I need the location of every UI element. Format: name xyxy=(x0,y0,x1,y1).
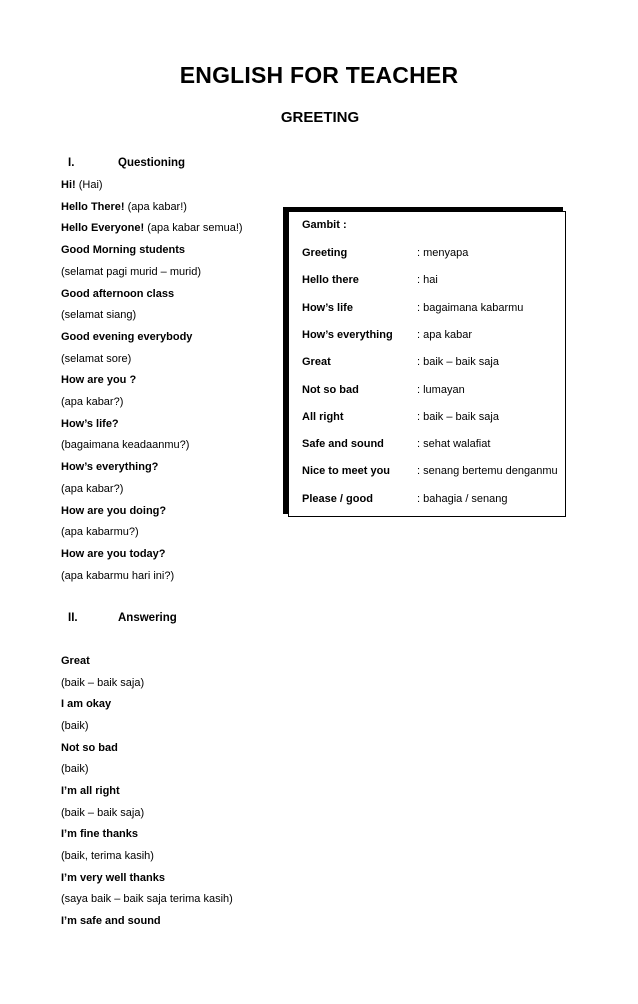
gambit-term: Great xyxy=(302,356,331,369)
phrase-text: Good afternoon class xyxy=(61,287,175,300)
gambit-term: Greeting xyxy=(302,247,348,259)
phrase-text: Good evening everybody xyxy=(61,330,193,343)
list-item xyxy=(61,308,136,322)
translation-text: (baik) xyxy=(61,719,89,732)
list-item xyxy=(61,482,123,496)
list-item xyxy=(61,719,89,733)
translation-text: (baik) xyxy=(61,763,89,776)
translation-text: (apa kabar?) xyxy=(61,482,124,495)
list-item xyxy=(61,287,174,301)
list-item xyxy=(61,676,144,690)
gambit-term: Please / good xyxy=(302,492,373,505)
translation-text: (selamat siang) xyxy=(61,309,137,322)
gambit-meaning: : baik – baik saja xyxy=(417,356,499,369)
phrase-text: Great xyxy=(61,655,90,667)
phrase-text: I’m very well thanks xyxy=(61,871,165,884)
phrase-text: I’m safe and sound xyxy=(61,914,161,927)
gambit-meaning: : apa kabar xyxy=(417,328,473,341)
gambit-term: How’s everything xyxy=(302,328,393,341)
gambit-term: Nice to meet you xyxy=(302,465,391,478)
section-heading-questioning xyxy=(60,157,185,169)
translation-text: (apa kabarmu hari ini?) xyxy=(61,569,175,582)
list-item xyxy=(61,849,154,863)
phrase-text: I am okay xyxy=(61,698,112,711)
list-item xyxy=(61,654,90,668)
phrase-text: Hello Everyone! xyxy=(61,222,145,235)
phrase-text: I’m all right xyxy=(61,784,120,797)
section-number: II. xyxy=(68,612,78,624)
phrase-text: How are you ? xyxy=(61,374,137,387)
gambit-header: Gambit : xyxy=(302,219,347,231)
list-item xyxy=(61,806,144,820)
phrase-text: Not so bad xyxy=(61,741,118,754)
list-item xyxy=(61,892,233,906)
list-item xyxy=(61,525,139,539)
gambit-meaning: : menyapa xyxy=(417,247,469,259)
list-item xyxy=(61,243,185,257)
list-item xyxy=(61,569,174,583)
translation-text: (baik – baik saja) xyxy=(61,806,145,819)
translation-text: (apa kabar!) xyxy=(124,200,187,213)
list-item xyxy=(61,762,89,776)
list-item xyxy=(61,221,243,235)
list-item xyxy=(61,438,189,452)
gambit-term: Not so bad xyxy=(302,383,359,396)
list-item xyxy=(61,417,119,431)
section-number: I. xyxy=(68,157,75,169)
list-item xyxy=(61,697,111,711)
section-heading-answering xyxy=(60,612,177,624)
translation-text: (Hai) xyxy=(75,179,103,191)
translation-text: (selamat pagi murid – murid) xyxy=(61,265,201,278)
section-label: Answering xyxy=(118,612,177,624)
gambit-box xyxy=(288,211,566,517)
phrase-text: Hello There! xyxy=(61,200,125,213)
translation-text: (selamat sore) xyxy=(61,352,132,365)
list-item xyxy=(61,373,136,387)
list-item xyxy=(61,200,187,214)
document-title: ENGLISH FOR TEACHER xyxy=(179,62,459,88)
gambit-meaning: : baik – baik saja xyxy=(417,410,499,423)
list-item xyxy=(61,395,123,409)
document-subtitle: GREETING xyxy=(280,109,360,126)
list-item xyxy=(61,330,192,344)
gambit-term: Safe and sound xyxy=(302,438,384,451)
list-item xyxy=(61,460,158,474)
phrase-text: How’s everything? xyxy=(61,461,159,474)
gambit-meaning: : hai xyxy=(417,274,438,287)
phrase-text: Good Morning students xyxy=(61,244,186,257)
gambit-term: How’s life xyxy=(302,301,353,314)
list-item xyxy=(61,914,161,928)
list-item xyxy=(61,265,201,279)
phrase-text: I’m fine thanks xyxy=(61,828,139,841)
list-item xyxy=(61,504,166,518)
translation-text: (bagaimana keadaanmu?) xyxy=(61,439,190,452)
list-item xyxy=(61,871,165,885)
phrase-text: How are you today? xyxy=(61,547,166,560)
phrase-text: How’s life? xyxy=(61,417,119,430)
gambit-term: Hello there xyxy=(302,274,359,287)
phrase-text: Hi! xyxy=(61,179,76,191)
phrase-text: How are you doing? xyxy=(61,504,167,517)
list-item xyxy=(61,547,166,561)
gambit-meaning: : bahagia / senang xyxy=(417,492,508,505)
translation-text: (apa kabar semua!) xyxy=(144,222,243,235)
gambit-meaning: : sehat walafiat xyxy=(417,438,491,451)
translation-text: (baik – baik saja) xyxy=(61,676,145,689)
gambit-meaning: : bagaimana kabarmu xyxy=(417,301,524,314)
list-item xyxy=(61,784,120,798)
list-item xyxy=(61,352,131,366)
gambit-meaning: : lumayan xyxy=(417,383,465,396)
section-label: Questioning xyxy=(118,157,186,169)
list-item xyxy=(61,741,118,755)
list-item xyxy=(61,827,138,841)
list-item xyxy=(61,178,103,192)
gambit-meaning: : senang bertemu denganmu xyxy=(417,465,558,478)
translation-text: (baik, terima kasih) xyxy=(61,849,154,862)
translation-text: (saya baik – baik saja terima kasih) xyxy=(61,893,233,906)
translation-text: (apa kabar?) xyxy=(61,396,124,408)
translation-text: (apa kabarmu?) xyxy=(61,526,139,539)
gambit-term: All right xyxy=(302,410,344,423)
